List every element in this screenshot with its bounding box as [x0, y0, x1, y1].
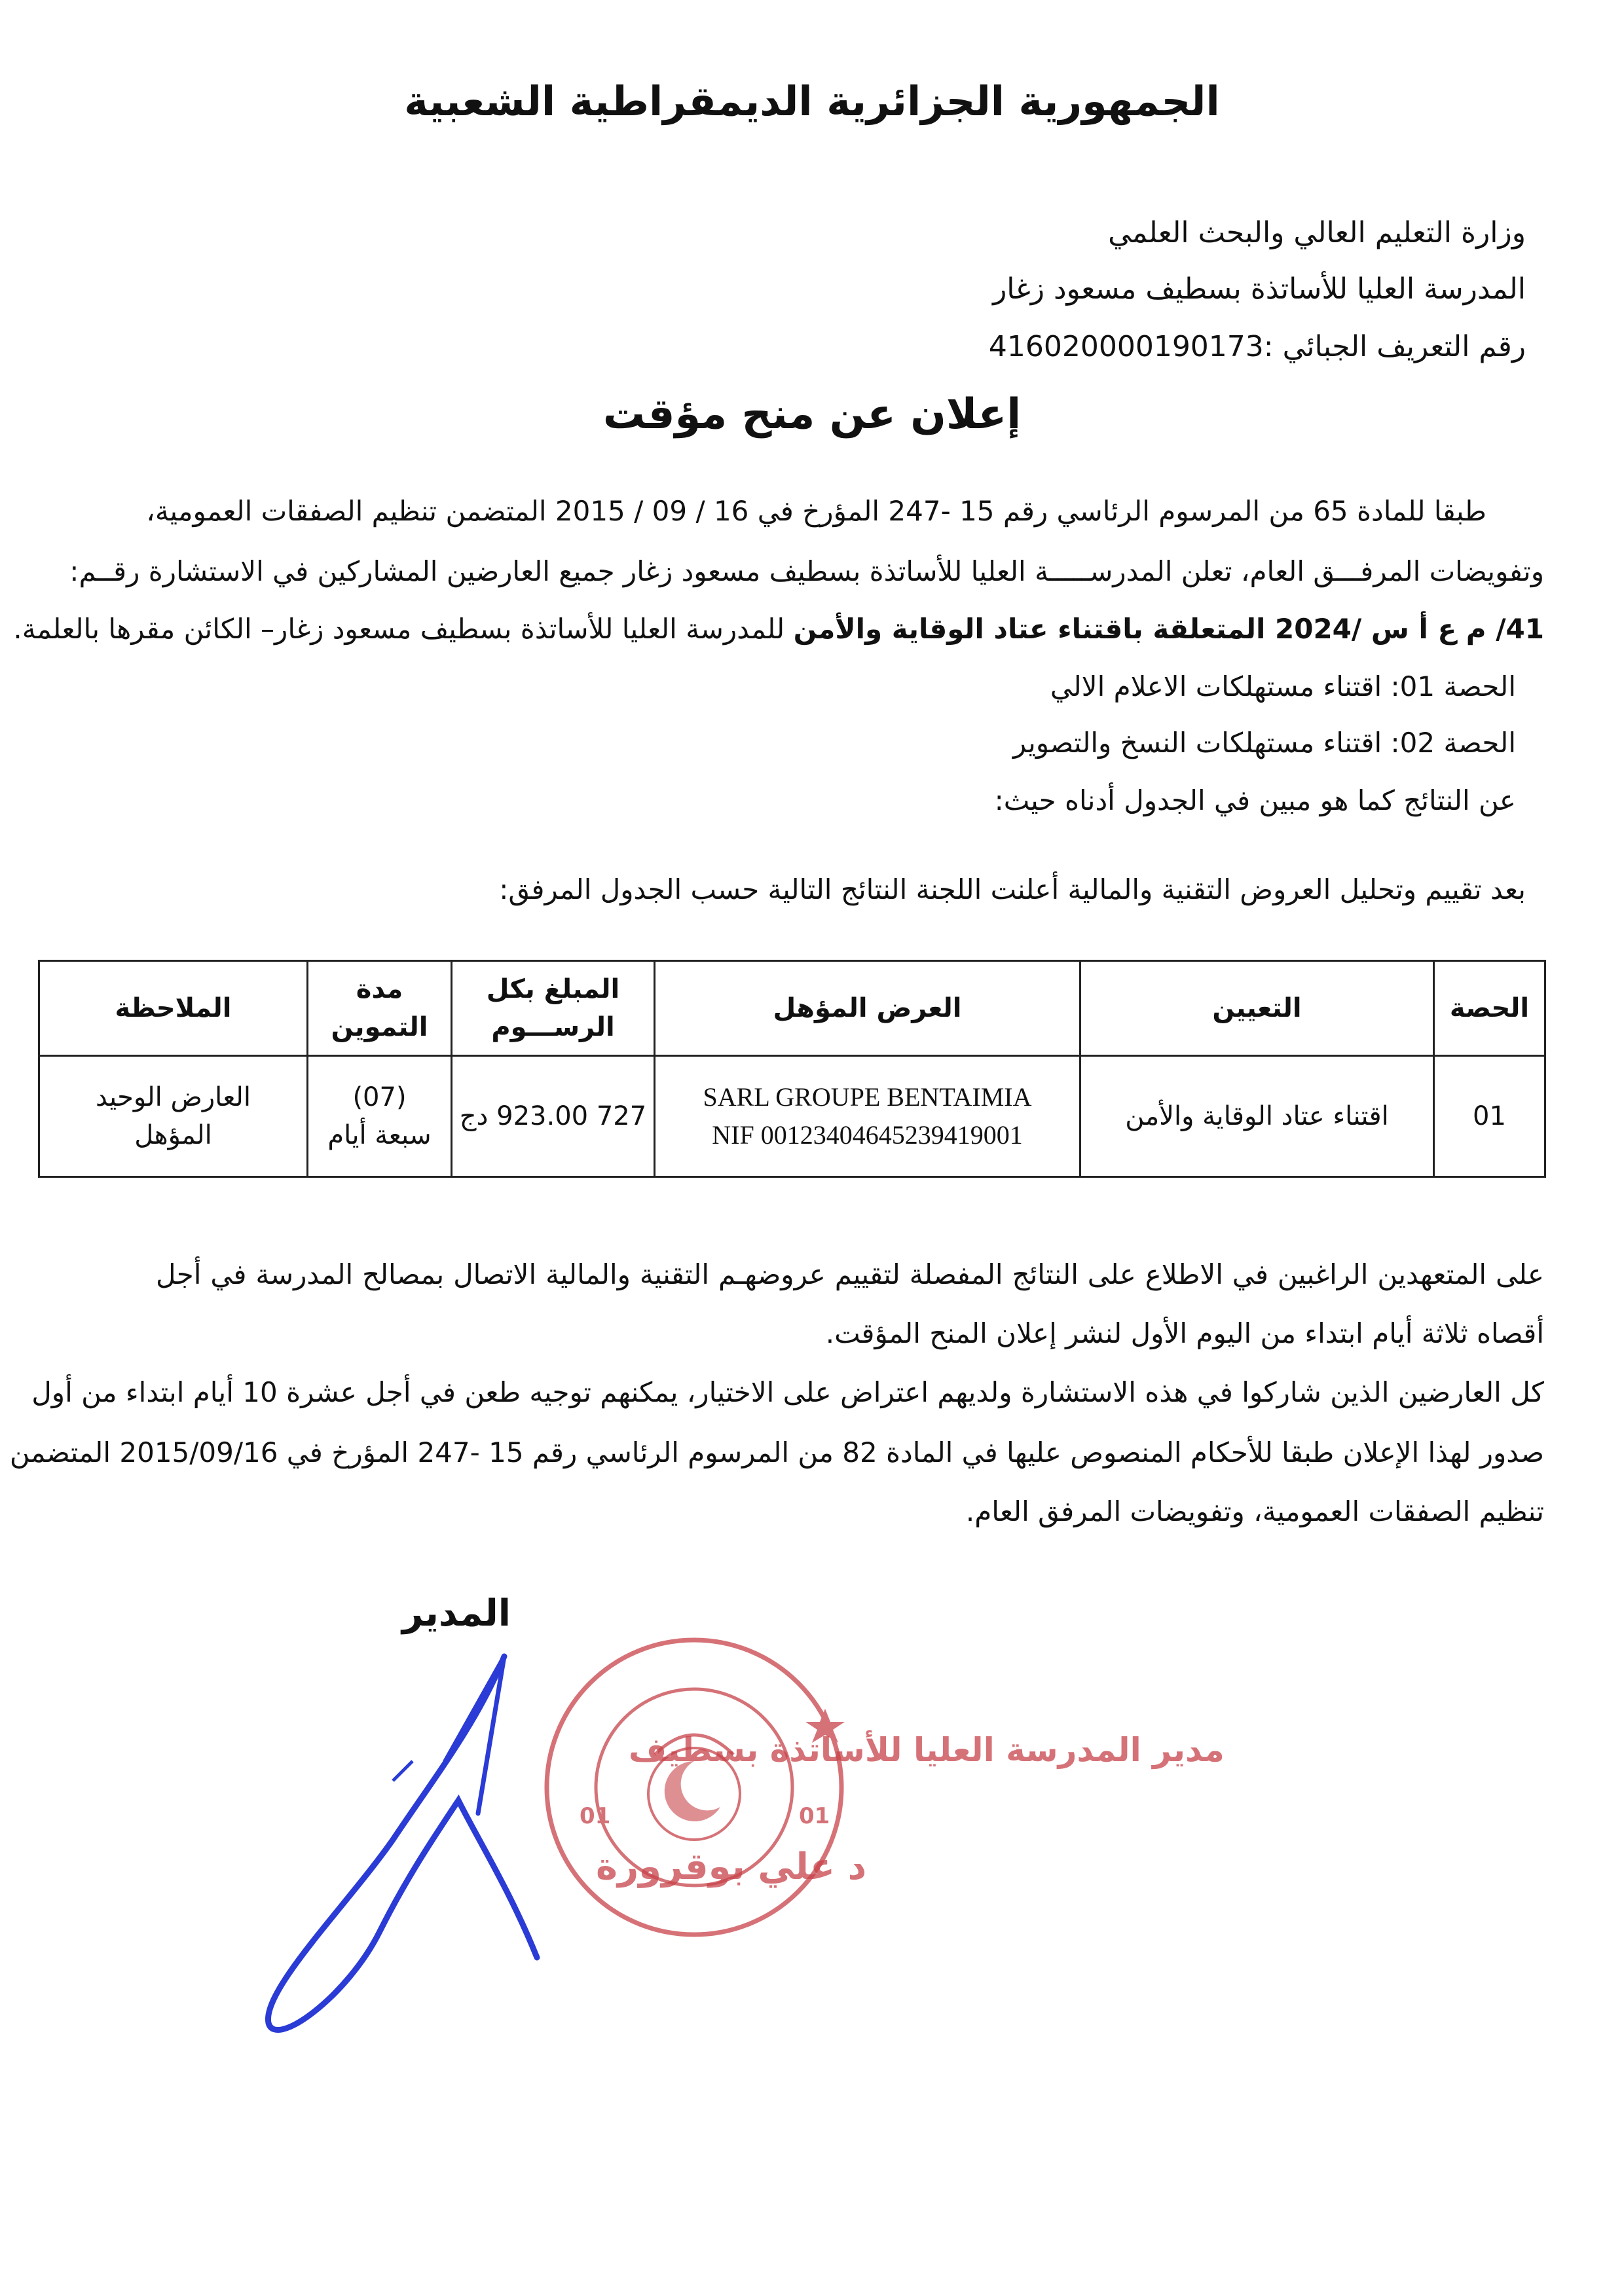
cell-amount: 727 923.00 دج [452, 1056, 655, 1177]
closing-p1-line-2: أقصاه ثلاثة أيام ابتداء من اليوم الأول لنشر إعلان المنح المؤقت. [825, 1317, 1544, 1349]
header-duration-line-1: مدة [356, 974, 403, 1004]
seal-number-left: 01 [580, 1803, 611, 1829]
cell-note [39, 1056, 308, 1177]
cell-lot: 01 [1434, 1056, 1545, 1177]
closing-p2-line-1: كل العارضين الذين شاركوا في هذه الاستشارة ولديهم اعتراض على الاختيار، يمكنهم توجيه طعن في أجل عشرة 10 أيام ابتداء من أول [31, 1376, 1544, 1408]
cell-duration [308, 1056, 452, 1177]
cell-bidder [655, 1056, 1080, 1177]
header-bidder: العرض المؤهل [655, 961, 1080, 1056]
duration-number: (07) [352, 1082, 407, 1112]
header-note: الملاحظة [39, 961, 308, 1056]
header-lot: الحصة [1434, 961, 1545, 1056]
stamp-name-line-2: د علي بوقرورة [596, 1846, 867, 1888]
header-amount-line-1: المبلغ بكل [486, 974, 620, 1004]
header-amount [452, 961, 655, 1056]
table-row [39, 1056, 1545, 1177]
intro-line-2: وتفويضات المرفـــق العام، تعلن المدرســـــة العليا للأساتذة بسطيف مسعود زغار جميع العارضين المشاركين في الاستشارة رقــم: [69, 555, 1544, 587]
lot-1-line: الحصة 01: اقتناء مستهلكات الاعلام الالي [1050, 670, 1516, 702]
header-duration-line-2: التموين [331, 1012, 428, 1042]
intro-line-3 [13, 613, 1544, 645]
stamp-name-line-1: مدير المدرسة العليا للأساتذة بسطيف [629, 1731, 1225, 1769]
note-line-2: المؤهل [134, 1120, 212, 1150]
tax-id-line: رقم التعريف الجبائي :416020000190173 [988, 330, 1526, 363]
header-amount-line-2: الرســـوم [491, 1012, 615, 1042]
bidder-nif: NIF 00123404645239419001 [712, 1120, 1023, 1150]
header-duration [308, 961, 452, 1056]
consultation-reference: 41/ م ع أ س /2024 المتعلقة باقتناء عتاد الوقاية والأمن [793, 613, 1544, 645]
seal-number: 01 [799, 1803, 830, 1829]
school-line: المدرسة العليا للأساتذة بسطيف مسعود زغار [993, 272, 1526, 306]
consultation-location: للمدرسة العليا للأساتذة بسطيف مسعود زغار– الكائن مقرها بالعلمة. [13, 613, 794, 645]
note-line-1: العارض الوحيد [96, 1082, 251, 1112]
intro-line-1: طبقا للمادة 65 من المرسوم الرئاسي رقم 15 -247 المؤرخ في 16 / 09 / 2015 المتضمن تنظيم الصفقات العمومية، [146, 495, 1486, 527]
cell-designation: اقتناء عتاد الوقاية والأمن [1080, 1056, 1434, 1177]
director-label: المدير [402, 1592, 511, 1635]
bidder-name: SARL GROUPE BENTAIMIA [703, 1082, 1032, 1112]
header-designation: التعيين [1080, 961, 1434, 1056]
stamp-and-signature [196, 1565, 1225, 2036]
results-table [38, 960, 1546, 1178]
signature-scrawl [268, 1656, 537, 2030]
round-seal [547, 1640, 845, 1935]
results-intro-line: عن النتائج كما هو مبين في الجدول أدناه حيث: [994, 784, 1516, 816]
ministry-line: وزارة التعليم العالي والبحث العلمي [1108, 216, 1526, 249]
duration-text: سبعة أيام [327, 1120, 432, 1150]
closing-p1-line-1: على المتعهدين الراغبين في الاطلاع على النتائج المفصلة لتقييم عروضهـم التقنية والمالية الاتصال بمصالح المدرسة في أجل [156, 1258, 1544, 1290]
closing-p2-line-2: صدور لهذا الإعلان طبقا للأحكام المنصوص عليها في المادة 82 من المرسوم الرئاسي رقم 15 -247 المؤرخ في 2015/09/16 المتضمن [9, 1436, 1544, 1468]
table-header-row [39, 961, 1545, 1056]
lot-2-line: الحصة 02: اقتناء مستهلكات النسخ والتصوير [1012, 727, 1516, 759]
evaluation-line: بعد تقييم وتحليل العروض التقنية والمالية أعلنت اللجنة النتائج التالية حسب الجدول المرفق: [499, 873, 1526, 905]
closing-p2-line-3: تنظيم الصفقات العمومية، وتفويضات المرفق العام. [965, 1495, 1544, 1527]
republic-heading: الجمهورية الجزائرية الديمقراطية الشعبية [404, 77, 1220, 125]
document-title: إعلان عن منح مؤقت [602, 390, 1022, 439]
